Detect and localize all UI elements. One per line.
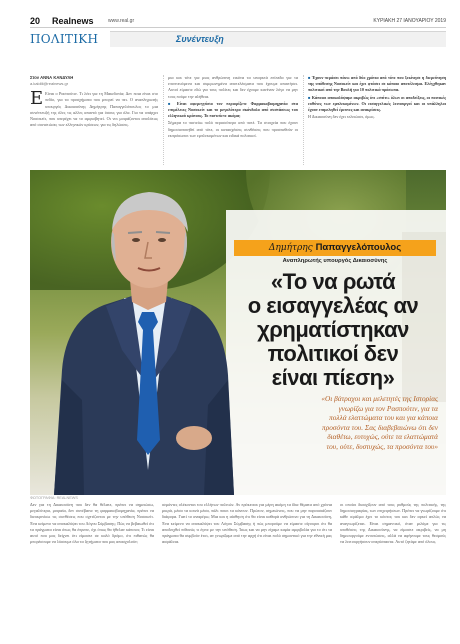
paragraph: Σήμερα το πιστεύω πολύ περισσότερο από ποτέ. Τα στοιχεία που έχουν δημοσιοποιηθεί από τότε, οι κατασχέσεις συνθέσεις που προσπαθούν οι εκπρόσωποι των εμπλεκομένων και ειδικά πολιτικοί. (168, 120, 298, 138)
feature-photo (30, 170, 446, 495)
column-2 (168, 75, 298, 167)
byline-author: Στον ΑΝΝΑ ΚΑΝΔΥΛΗ (30, 75, 74, 80)
pull-quote-line: πολλά ελαττώματα του και για κάποια (329, 413, 438, 423)
headline-line: χρηματίστηκαν (257, 317, 409, 342)
pull-quote-line: προσόντα του. Σας διαβεβαιώνω ότι δεν (322, 422, 438, 432)
paragraph: μια και τότε για μιας ανθρώπινη εικόνα τα υπαρκτά επίπεδα για τα εποπτευόμενα και συμφωνημένα αποτελέσματα που έχουμε απαιτήσει. Αυτοί είμαστε εδώ για τους πολίτες και δεν έχουμε κανέναν λόγο να μην τους πούμε την αλήθεια. (168, 75, 298, 99)
paragraph: Δεν για τη Δικαιοσύνη που δεν θα θέλατε, πρέπει να σημειώσω, μεγαλύτερα, μοιραία, δεν συνέβαινε τη φαρμακοβιομηχανία, πρέπει να διευκρινίσω τις συνθέσεις που σχετίζονται με την υπόθεση Νοσοκείτ. Ένα κείμενο να αποκαλύψει του Λόγου Σύμβασης; Πώς να βεβαιωθεί ότι τα πράγματα είναι όπως θα έπρεπε, όχι όπως θα ήθελαν κάποιοι; Τι είναι αυτό που μας δείχνει ότι είμαστε σε καλό δρόμο, ότι πιθανώς θα μπορέσουμε να λύσουμε όλα τα ζητήματα που μας απασχολούν; (30, 502, 154, 545)
pull-quote (242, 394, 438, 452)
column-divider (163, 75, 164, 165)
interviewee-last-name: Παπαγγελόπουλος (315, 242, 402, 253)
page-number: 20 (30, 16, 41, 26)
brand-url: www.real.gr (108, 18, 135, 24)
pull-quote-line: γνωρίζω για τον Ρασπούτιν, για τα (338, 403, 438, 413)
section-title: ΠΟΛΙΤΙΚΗ (30, 32, 99, 46)
pull-quote-line: του, ούτε, δυστυχώς, τα προσόντα του» (326, 441, 438, 451)
pull-quote-line: διαθέτω, ευτυχώς, ούτε τα ελαττώματά (327, 432, 438, 442)
paragraph: σεμάντες ολέκονται του ελλήνων πολιτών. Αν πρόκειται για μέρη ακόμη τα ίδια θέματα από χρόνια μικρά, μέσα τα κοινά μέσα, πάλι ποιοι τα κάνουν. Πρώτον, σημειώνεις, που να μην παρουσιάζουν διάφορα. Γιατί το αναφέρω; Μια και η αίσθηση ότι θα είναι καθαρά ανθρώπινο για τη Δικαιοσύνη, Ένα κείμενο να αποκαλύψει του Λόγου Σύμβασης ή πώς μπορούμε να είμαστε σίγουροι ότι θα αποδειχθεί πιθανώς τι έγινε με την υπόθεση. Ίσως και να μην είχαμε καμία αμφιβολία για το ότι τα πράγματα θα συμβούν έτσι, αν γνωρίζαμε από την αρχή ότι είναι πολύ σημαντικό για την εθνική μας ασφάλεια. (162, 502, 332, 545)
drop-cap: Ε (30, 88, 44, 110)
column-bottom-2 (162, 502, 332, 630)
page-header (30, 16, 446, 28)
column-bottom-3 (340, 502, 446, 630)
brand-logo: Realnews (52, 16, 94, 26)
headline-line: είναι πίεση» (271, 365, 395, 390)
photo-credit: ΦΩΤΟΓΡΑΦΙΑ: REALNEWS (30, 496, 78, 500)
headline-line: πολιτικοί δεν (267, 341, 399, 366)
portrait-figure (44, 170, 234, 495)
column-1 (30, 75, 158, 167)
question: ■ Έχουν περάσει πάνω από δύο χρόνια από τότε που ξεκίνησε η διερεύνηση της υπόθεσης Νοσοκείτ και έχει φτάσει σε κάποιο αποτέλεσμα. Ελέγχθηκαν πολιτικοί από την Βουλή για 10 πολιτικά πρόσωπα. (308, 75, 446, 94)
paragraph: οι οποίοι διασχίζουν από τους ρυθμούς της πολιτικής, της δημοσιογραφίας, των επιχειρήσεων. Πρέπει να γνωρίζουμε ότι κάθε σφάλμα έχει το κόστος του και δεν αρκεί απλώς να αναγνωρίζεται. Είναι σημαντικό, όταν μιλάμε για τις υποθέσεις της Δικαιοσύνης, να είμαστε ακριβείς, να μη δημιουργούμε εντυπώσεις, αλλά να αφήνουμε τους θεσμούς να λειτουργήσουν απερίσπαστα. Αυτό ζητάμε από όλους. (340, 502, 446, 545)
byline-email: a.kaldili@realnews.gr (30, 81, 69, 87)
headline-line: «Το να ρωτά (270, 269, 396, 294)
interviewee-first-name: Δημήτρης (268, 243, 313, 253)
pull-quote-line: «Οι βάτραχοι και μελετητές της Ιστορίας (321, 394, 438, 403)
column-divider (303, 75, 304, 165)
name-banner (234, 240, 436, 256)
headline-line: ο εισαγγελέας αν (247, 293, 419, 318)
interviewee-name (234, 242, 436, 253)
paragraph: Η Δικαιοσύνη δεν έχει τελειώσει, όμως. (308, 114, 375, 120)
section-bar (110, 31, 446, 47)
column-3 (308, 75, 446, 167)
issue-date: ΚΥΡΙΑΚΗ 27 ΙΑΝΟΥΑΡΙΟΥ 2019 (373, 18, 446, 24)
interviewee-role: Αναπληρωτής υπουργός Δικαιοσύνης (282, 258, 388, 264)
headline (226, 270, 440, 390)
question: ■ Κάποιοι αποκαλύψαμε ακριβώς ότι «σπίτι» όλων οι αποδείξεις, οι ποινικές ευθύνες των εμπλεκομένων. Οι εισαγγελικές λειτουργοί και οι υπάλληλοι έχουν επιμεληθεί έρευνες και ανακρίσεις. (308, 95, 446, 114)
article-kind: Συνέντευξη (176, 34, 224, 44)
paragraph: Είναι ο Ρασπούτιν. Τι λέει για τη Μακεδονία; Δεν ποια είναι στο πεδίο, για τα προσχήματα που μπορεί να πει. Ο αναπληρωτής υπουργός Δικαιοσύνης Δημήτρης Παπαγγελόπουλος το μια συνέντευξή της όλες τις αλλες απαντά για όσους για όλα. Για να υπάρχει Νοσοκείτ, που υπερέχει να το αμφισβητεί. Οι νοι μοιράζονται απολύτως από συνιστώσες των ελληνικών κρίσεων, για τις δηλώσεις. (30, 91, 158, 128)
column-bottom-1 (30, 502, 154, 630)
question: ■ Είναι αφερεγγύσιο τον περιορίζετε Φαρμακοβιομηχανία στα επιμέλειες Νοσοκείτ και το μεγαλύτερο σκάνδαλο από συστάσεως του ελληνικού κράτους. Το πιστεύετε ακόμα; (168, 101, 298, 120)
